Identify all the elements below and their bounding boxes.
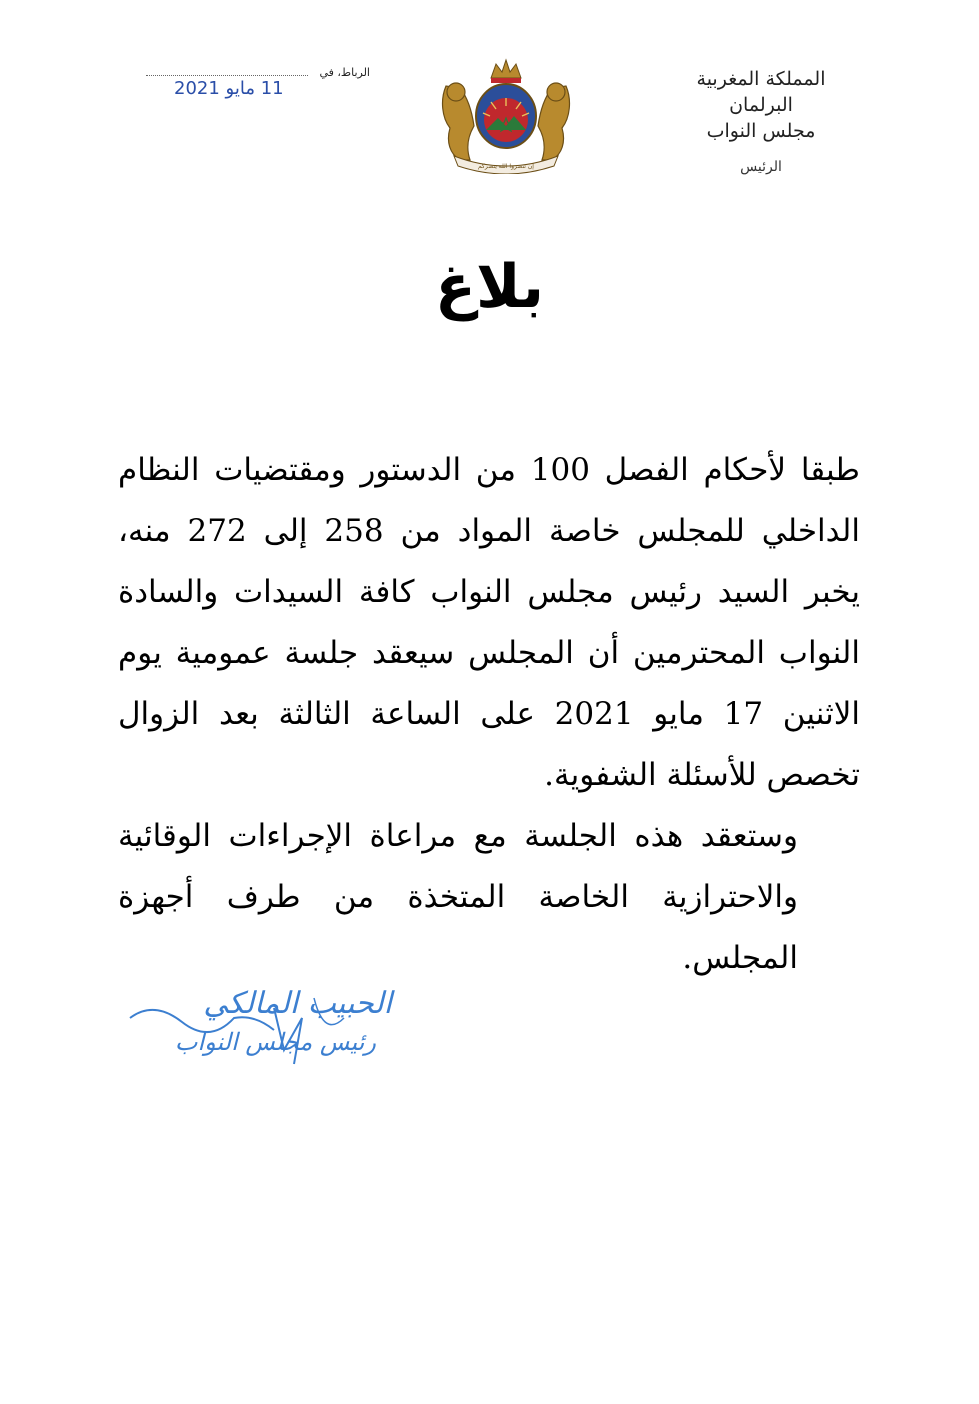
page-title: بلاغ bbox=[434, 252, 545, 322]
kingdom-label: المملكة المغربية bbox=[696, 68, 826, 90]
svg-text:إن تنصروا الله ينصركم: إن تنصروا الله ينصركم bbox=[478, 163, 534, 170]
signature-role: رئيس مجلس النواب bbox=[174, 1028, 376, 1056]
communique-body bbox=[118, 440, 860, 989]
body-paragraph-1: طبقا لأحكام الفصل 100 من الدستور ومقتضيات النظام الداخلي للمجلس خاصة المواد من 258 إلى 272 منه، يخبر السيد رئيس مجلس النواب كافة السيدات والسادة النواب المحترمين أن المجلس سيعقد جلسة عمومية يوم الاثنين 17 مايو 2021 على الساعة الثالثة بعد الزوال تخصص للأسئلة الشفوية. bbox=[118, 452, 860, 793]
coat-of-arms-icon bbox=[436, 56, 576, 174]
signature-name: الحبيب المالكي bbox=[203, 986, 392, 1021]
parliament-label: البرلمان bbox=[729, 94, 793, 116]
institution-header bbox=[661, 66, 861, 180]
house-label: مجلس النواب bbox=[706, 120, 816, 142]
date-block bbox=[140, 66, 370, 106]
signature bbox=[124, 978, 414, 1074]
body-paragraph-2: وستعقد هذه الجلسة مع مراعاة الإجراءات الوقائية والاحترازية الخاصة المتخذة من طرف أجهزة المجلس. bbox=[118, 818, 798, 976]
president-label: الرئيس bbox=[740, 159, 782, 175]
date-label: الرباط، في bbox=[319, 66, 370, 79]
date-dotted-line bbox=[146, 75, 308, 76]
date-value: 11 مايو 2021 bbox=[174, 78, 284, 99]
